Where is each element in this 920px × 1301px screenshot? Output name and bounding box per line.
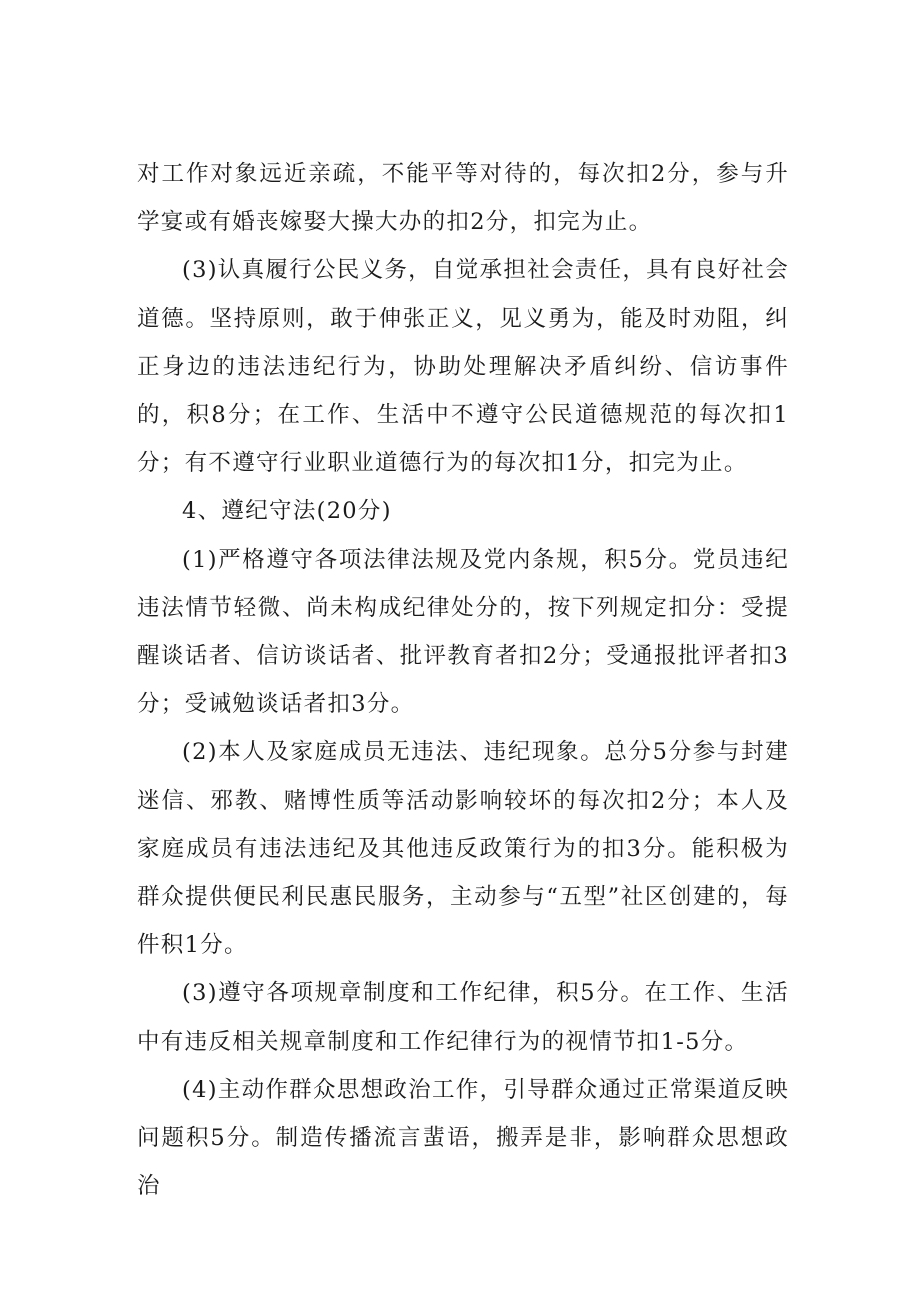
paragraph-continuation: 对工作对象远近亲疏，不能平等对待的，每次扣2分，参与升学宴或有婚丧嫁娶大操大办的扣2分，扣完为止。 xyxy=(137,161,789,236)
paragraph-item-2-family: (2)本人及家庭成员无违法、违纪现象。总分5分参与封建迷信、邪教、赌博性质等活动影响较坏的每次扣2分；本人及家庭成员有违法违纪及其他违反政策行为的扣3分。能积极为群众提供便民利民惠民服务，主动参与“五型”社区创建的，每件积1分。 xyxy=(137,739,789,959)
paragraph-item-3-civic-duty: (3)认真履行公民义务，自觉承担社会责任，具有良好社会道德。坚持原则，敢于伸张正义，见义勇为，能及时劝阻，纠正身边的违法违纪行为，协助处理解决矛盾纠纷、信访事件的，积8分；在工作、生活中不遵守公民道德规范的每次扣1分；有不遵守行业职业道德行为的每次扣1分，扣完为止。 xyxy=(137,257,789,477)
paragraph-item-1-laws: (1)严格遵守各项法律法规及党内条规，积5分。党员违纪违法情节轻微、尚未构成纪律处分的，按下列规定扣分：受提醒谈话者、信访谈话者、批评教育者扣2分；受通报批评者扣3分；受诫勉谈话者扣3分。 xyxy=(137,546,789,718)
document-body xyxy=(137,150,789,1210)
section-4-heading: 4、遵纪守法(20分) xyxy=(182,498,392,525)
paragraph-item-4-ideology: (4)主动作群众思想政治工作，引导群众通过正常渠道反映问题积5分。制造传播流言蜚语，搬弄是非，影响群众思想政治 xyxy=(137,1076,789,1200)
paragraph-item-3-rules: (3)遵守各项规章制度和工作纪律，积5分。在工作、生活中有违反相关规章制度和工作纪律行为的视情节扣1-5分。 xyxy=(137,980,789,1055)
